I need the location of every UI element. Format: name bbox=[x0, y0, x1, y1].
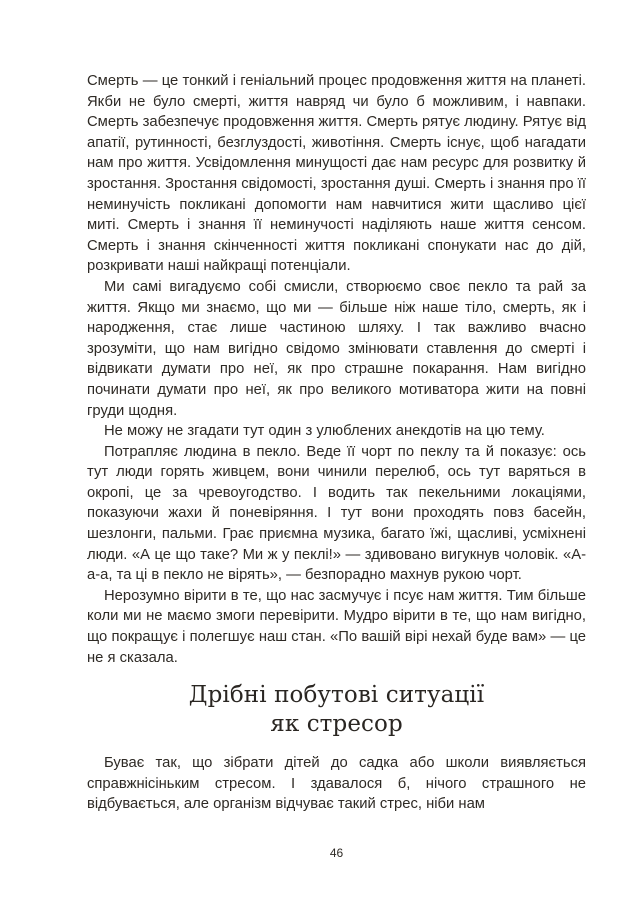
paragraph-anecdote: Потрапляє людина в пекло. Веде її чорт по пеклу та й показує: ось тут люди горять живцем, вони чинили перелюб, ось тут варяться в окропі, це за чревоугодство. І водить так пекельними локаціями, показуючи жахи й поневіряння. І тут вони проходять повз басейн, шезлонги, пальми. Грає приємна музика, багато їжі, щасливі, усміхнені люди. «А це що таке? Ми ж у пеклі!» — здивовано вигукнув чоловік. «А-а-а, та ці в пекло не вірять», — безпорадно махнув рукою чорт. bbox=[87, 443, 586, 584]
section-heading bbox=[87, 681, 586, 739]
paragraph-anecdote-intro: Не можу не згадати тут один з улюблених анекдотів на цю тему. bbox=[104, 423, 545, 440]
paragraph-death-process: Смерть — це тонкий і геніальний процес продовження життя на планеті. Якби не було смерті, життя навряд чи було б можливим, і навпаки. Смерть забезпечує продовження життя. Смерть рятує людину. Рятує від апатії, рутинності, безглуздості, животіння. Смерть існує, щоб нагадати нам про життя. Усвідомлення минущості дає нам ресурс для розвитку й зростання. Зростання свідомості, зростання душі. Смерть і знання про її неминучість покликані допомогти нам навчитися жити щасливо цієї миті. Смерть і знання її неминучості наділяють наше життя сенсом. Смерть і знання скінченності життя покликані спонукати нас до дій, розкривати наші найкращі потенціали. bbox=[87, 73, 586, 275]
paragraph-daily-stress: Буває так, що зібрати дітей до садка або школи виявляється справжнісіньким стресом. І здавалося б, нічого страшного не відбувається, але організм відчуває такий стрес, ніби нам bbox=[87, 755, 586, 813]
section-heading-line-2: як стресор bbox=[270, 711, 403, 738]
section-heading-line-1: Дрібні побутові ситуації bbox=[188, 682, 485, 709]
paragraph-meanings: Ми самі вигадуємо собі смисли, створюємо своє пекло та рай за життя. Якщо ми знаємо, що ми — більше ніж наше тіло, смерть, як і народження, стає лише частиною шляху. І так важливо вчасно зрозуміти, що нам вигідно свідомо змінювати ставлення до смерті і відвикати думати про неї, як про страшне покарання. Нам вигідно починати думати про неї, як про великого мотиватора жити на повні груди щодня. bbox=[87, 278, 586, 419]
paragraph-belief: Нерозумно вірити в те, що нас засмучує і псує нам життя. Тим більше коли ми не маємо змоги перевірити. Мудро вірити в те, що нам вигідно, що покращує і полегшує наш стан. «По вашій вірі нехай буде вам» — це не я сказала. bbox=[87, 587, 586, 666]
page-number: 46 bbox=[329, 846, 344, 860]
